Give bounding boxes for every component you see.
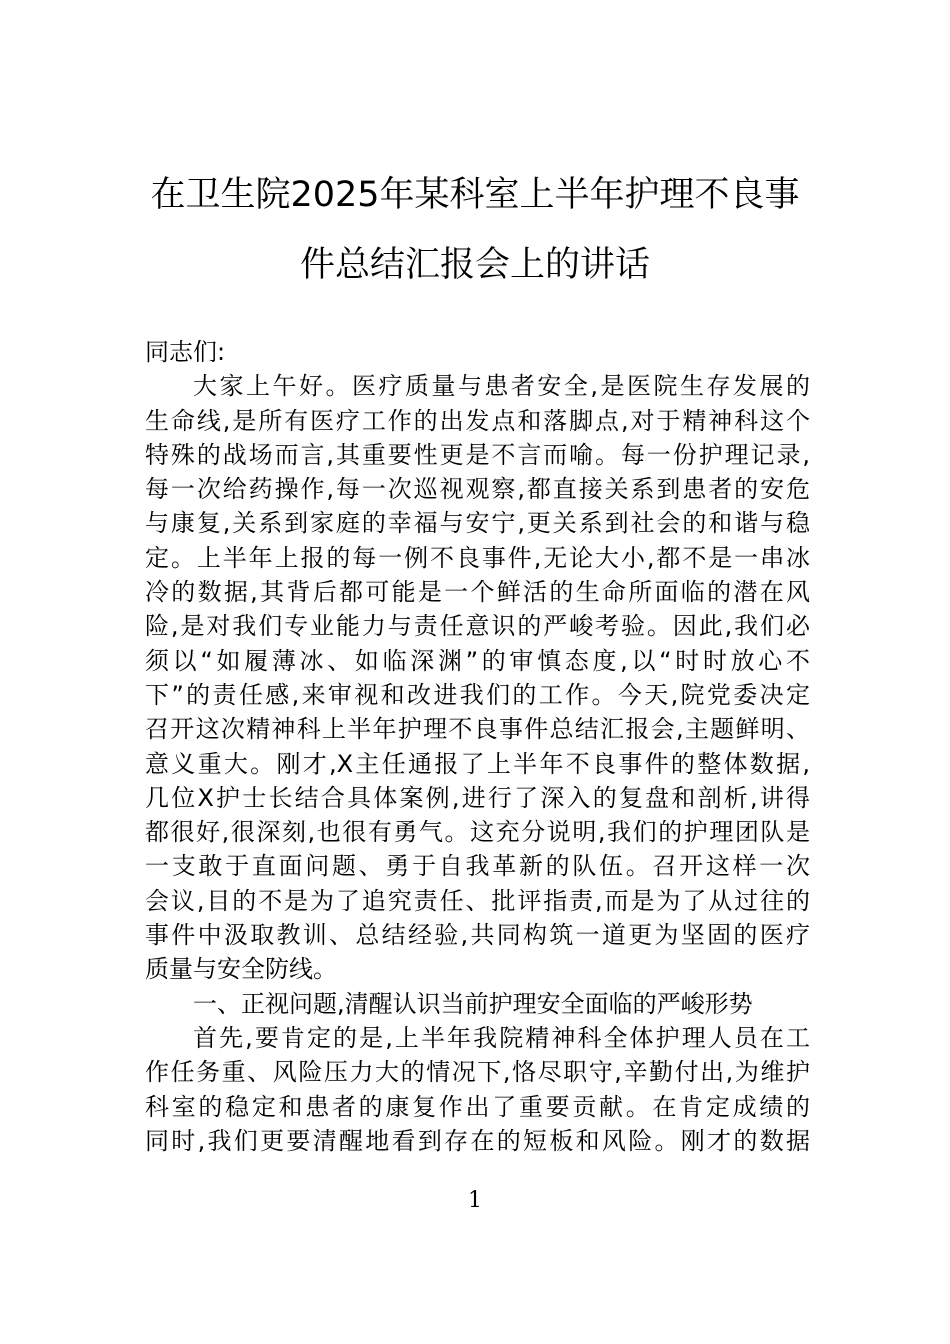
- paragraph-line: 下”的责任感,来审视和改进我们的工作。今天,院党委决定: [145, 680, 810, 709]
- paragraph-line: 定。上半年上报的每一例不良事件,无论大小,都不是一串冰: [145, 543, 810, 572]
- title-line-1: 在卫生院2025年某科室上半年护理不良事: [150, 175, 800, 215]
- paragraph-line: 几位X护士长结合具体案例,进行了深入的复盘和剖析,讲得: [145, 783, 810, 812]
- page-number: 1: [468, 1188, 482, 1213]
- paragraph-line: 都很好,很深刻,也很有勇气。这充分说明,我们的护理团队是: [145, 818, 810, 847]
- paragraph-line: 大家上午好。医疗质量与患者安全,是医院生存发展的: [193, 372, 810, 401]
- paragraph-line: 与康复,关系到家庭的幸福与安宁,更关系到社会的和谐与稳: [145, 509, 810, 538]
- salutation: 同志们:: [145, 338, 226, 366]
- paragraph-line: 一支敢于直面问题、勇于自我革新的队伍。召开这样一次: [145, 852, 810, 881]
- paragraph-line: 须以“如履薄冰、如临深渊”的审慎态度,以“时时放心不: [145, 646, 810, 675]
- paragraph-line: 首先,要肯定的是,上半年我院精神科全体护理人员在工: [193, 1023, 810, 1052]
- document-title: [140, 160, 810, 300]
- paragraph-line: 召开这次精神科上半年护理不良事件总结汇报会,主题鲜明、: [145, 715, 810, 744]
- paragraph-line: 意义重大。刚才,X主任通报了上半年不良事件的整体数据,: [145, 749, 810, 778]
- paragraph-line: 险,是对我们专业能力与责任意识的严峻考验。因此,我们必: [145, 612, 810, 641]
- title-line-2: 件总结汇报会上的讲话: [299, 245, 650, 285]
- paragraph-line: 科室的稳定和患者的康复作出了重要贡献。在肯定成绩的: [145, 1092, 810, 1121]
- paragraph-line: 质量与安全防线。: [145, 955, 337, 984]
- section-heading: 一、正视问题,清醒认识当前护理安全面临的严峻形势: [193, 989, 753, 1018]
- paragraph-line: 每一次给药操作,每一次巡视观察,都直接关系到患者的安危: [145, 475, 810, 504]
- paragraph-line: 特殊的战场而言,其重要性更是不言而喻。每一份护理记录,: [145, 440, 810, 469]
- paragraph-line: 作任务重、风险压力大的情况下,恪尽职守,辛勤付出,为维护: [145, 1058, 810, 1087]
- document-body: [145, 335, 810, 1158]
- paragraph-line: 冷的数据,其背后都可能是一个鲜活的生命所面临的潜在风: [145, 578, 810, 607]
- paragraph-line: 同时,我们更要清醒地看到存在的短板和风险。刚才的数据: [145, 1126, 810, 1155]
- paragraph-line: 生命线,是所有医疗工作的出发点和落脚点,对于精神科这个: [145, 406, 810, 435]
- paragraph-line: 事件中汲取教训、总结经验,共同构筑一道更为坚固的医疗: [145, 921, 810, 950]
- paragraph-line: 会议,目的不是为了追究责任、批评指责,而是为了从过往的: [145, 886, 810, 915]
